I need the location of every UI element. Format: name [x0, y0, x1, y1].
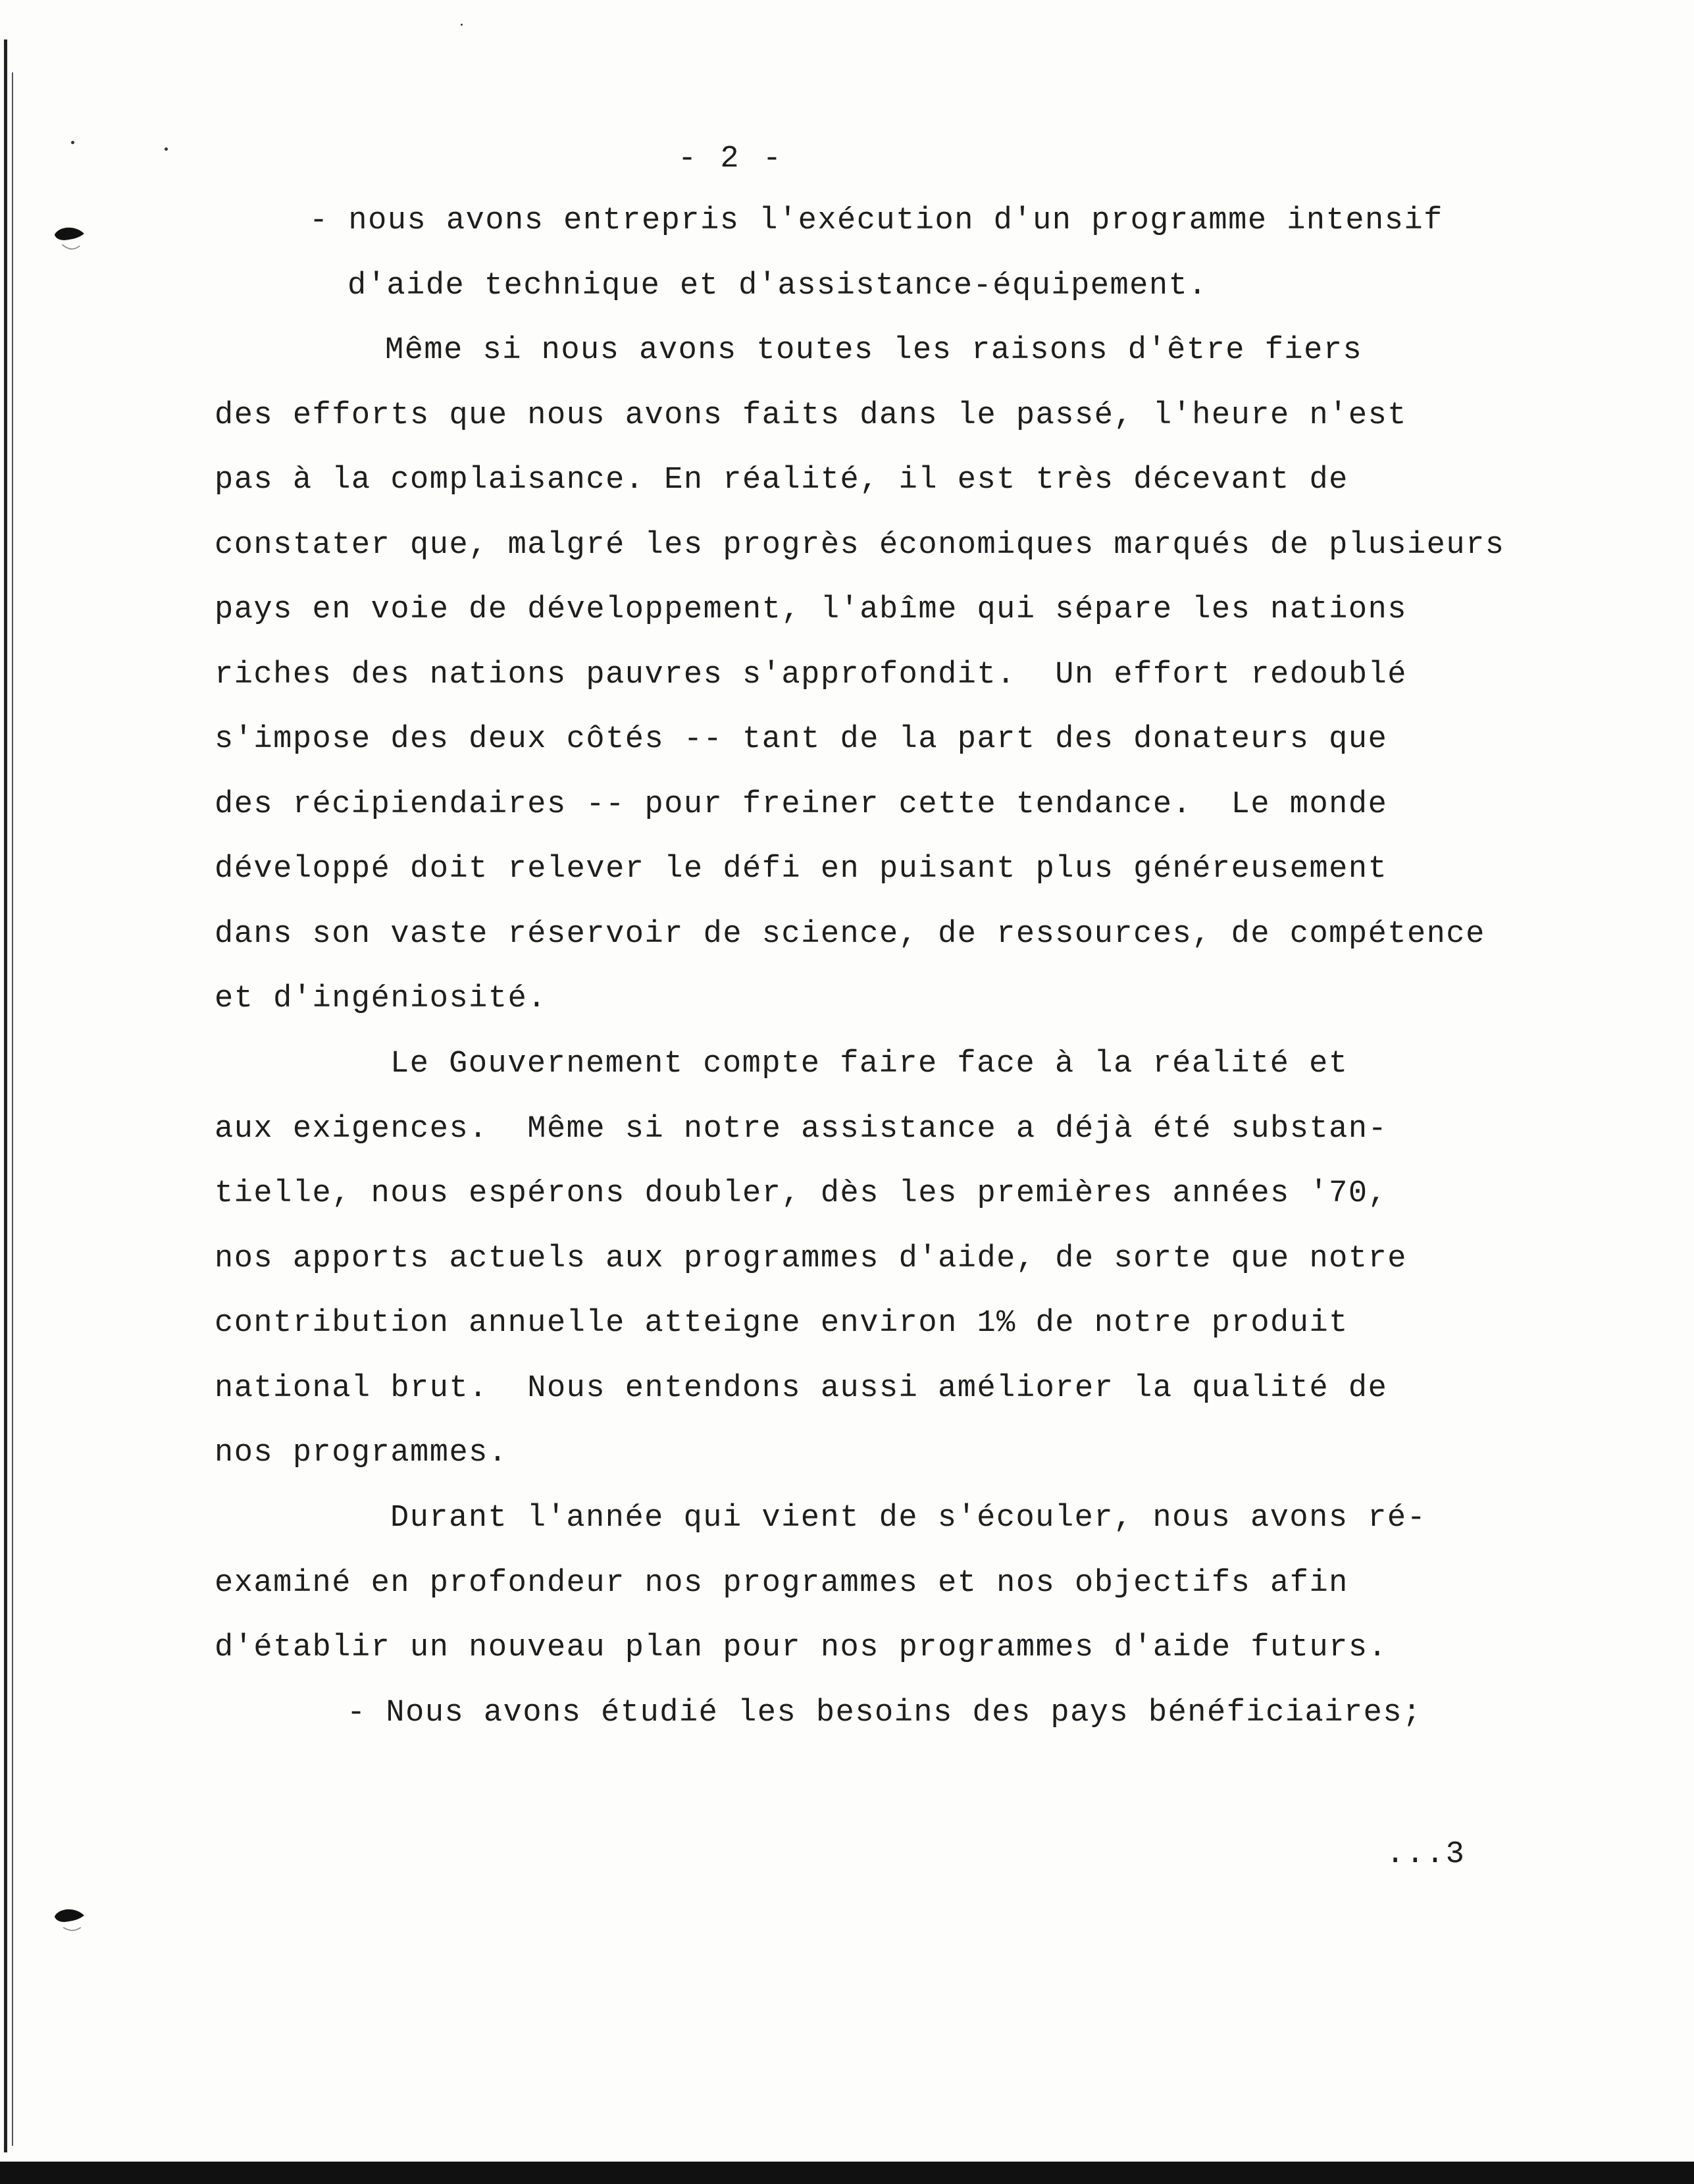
text-line: développé doit relever le défi en puisant plus généreusement: [215, 852, 1388, 887]
page-number: - 2 -: [678, 142, 784, 176]
text-line: riches des nations pauvres s'approfondit. Un effort redoublé: [215, 658, 1407, 692]
text-line: constater que, malgré les progrès économiques marqués de plusieurs: [215, 528, 1505, 563]
text-line: examiné en profondeur nos programmes et nos objectifs afin: [215, 1566, 1348, 1601]
text-line: Le Gouvernement compte faire face à la réalité et: [390, 1047, 1348, 1081]
punch-hole-mark-bottom: [47, 1906, 93, 1938]
text-line: des récipiendaires -- pour freiner cette tendance. Le monde: [215, 787, 1388, 822]
continuation-marker: ...3: [1386, 1837, 1466, 1872]
text-line: nos programmes.: [215, 1436, 508, 1470]
text-line: tielle, nous espérons doubler, dès les premières années '70,: [215, 1176, 1388, 1211]
text-line: nos apports actuels aux programmes d'aide, de sorte que notre: [215, 1241, 1407, 1276]
text-line: - Nous avons étudié les besoins des pays bénéficiaires;: [347, 1696, 1422, 1730]
text-line: s'impose des deux côtés -- tant de la part des donateurs que: [215, 722, 1388, 757]
text-line: Même si nous avons toutes les raisons d'être fiers: [385, 333, 1363, 368]
text-line: aux exigences. Même si notre assistance a déjà été substan-: [215, 1112, 1388, 1147]
scan-speck: [165, 147, 168, 151]
scan-speck: [461, 24, 463, 26]
text-line: - nous avons entrepris l'exécution d'un programme intensif: [309, 203, 1443, 238]
scan-edge-line: [12, 72, 13, 2146]
text-line: pas à la complaisance. En réalité, il est très décevant de: [215, 463, 1348, 498]
text-line: contribution annuelle atteigne environ 1% de notre produit: [215, 1306, 1348, 1341]
scan-speck: [71, 141, 74, 144]
punch-hole-mark-top: [47, 224, 93, 257]
text-line: dans son vaste réservoir de science, de ressources, de compétence: [215, 917, 1485, 952]
text-line: Durant l'année qui vient de s'écouler, nous avons ré-: [390, 1501, 1427, 1536]
text-line: d'aide technique et d'assistance-équipement.: [347, 269, 1208, 303]
text-line: national brut. Nous entendons aussi améliorer la qualité de: [215, 1371, 1388, 1406]
text-line: pays en voie de développement, l'abîme qui sépare les nations: [215, 592, 1407, 627]
scan-edge-bottom: [0, 2162, 1694, 2184]
scan-edge-left: [4, 39, 7, 2152]
text-line: et d'ingéniosité.: [215, 981, 547, 1016]
text-line: des efforts que nous avons faits dans le passé, l'heure n'est: [215, 398, 1407, 433]
text-line: d'établir un nouveau plan pour nos programmes d'aide futurs.: [215, 1630, 1388, 1665]
